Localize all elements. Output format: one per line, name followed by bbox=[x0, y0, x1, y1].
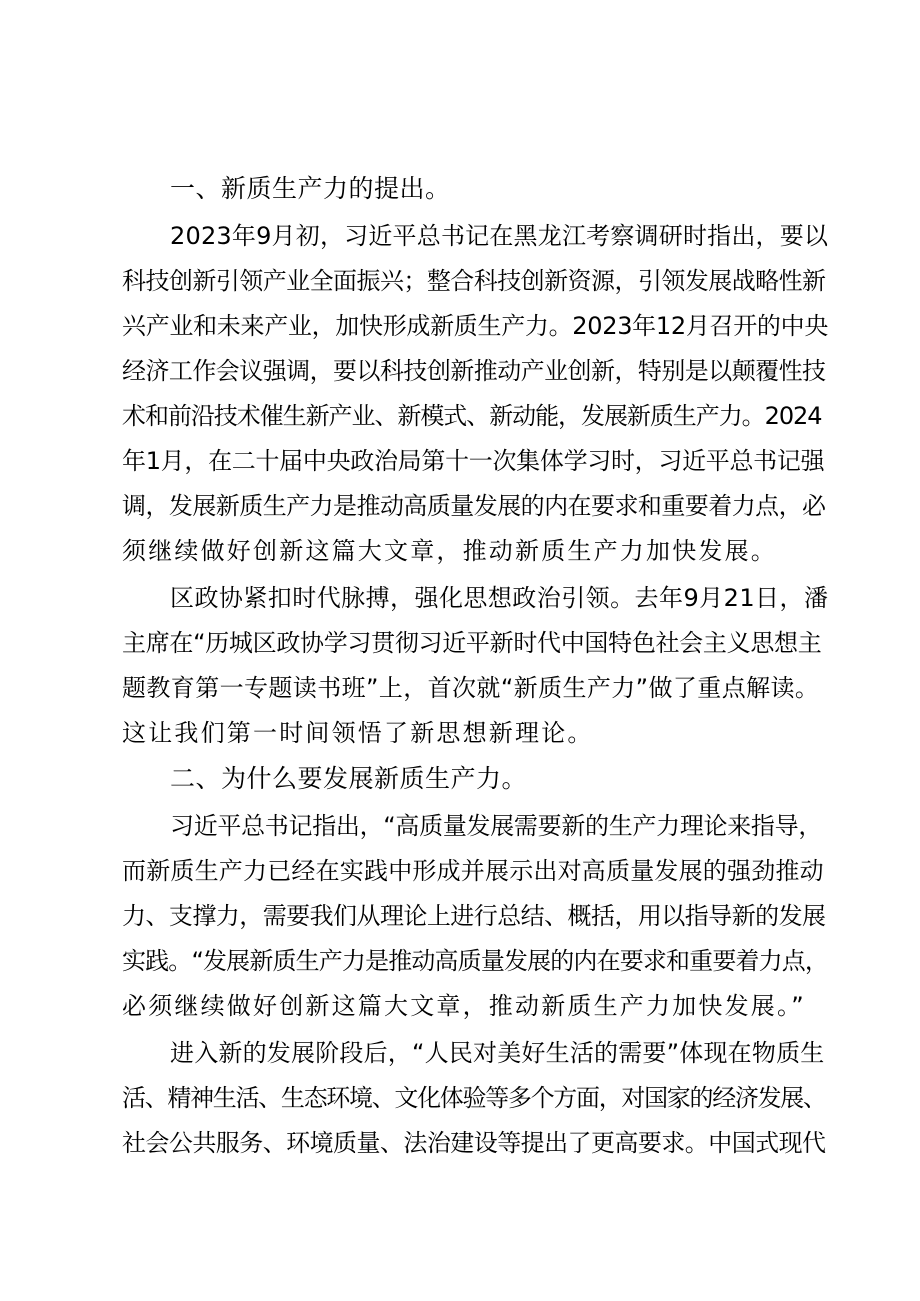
text-line: 调，发展新质生产力是推动高质量发展的内在要求和重要着力点，必 bbox=[122, 492, 826, 520]
text-line: 力、支撑力，需要我们从理论上进行总结、概括，用以指导新的发展 bbox=[122, 902, 826, 930]
paragraph-1 bbox=[122, 214, 828, 574]
text-line: 术和前沿技术催生新产业、新模式、新动能，发展新质生产力。2024 bbox=[122, 402, 822, 430]
text-line: 社会公共服务、环境质量、法治建设等提出了更高要求。中国式现代 bbox=[122, 1129, 826, 1157]
text-line: 须继续做好创新这篇大文章，推动新质生产力加快发展。 bbox=[122, 537, 777, 565]
text-line: 2023年9月初，习近平总书记在黑龙江考察调研时指出，要以 bbox=[170, 222, 829, 250]
paragraph-3 bbox=[122, 804, 828, 1029]
text-line: 进入新的发展阶段后，“人民对美好生活的需要”体现在物质生 bbox=[170, 1039, 825, 1067]
text-line: 科技创新引领产业全面振兴；整合科技创新资源，引领发展战略性新 bbox=[122, 267, 826, 295]
text-line: 习近平总书记指出，“高质量发展需要新的生产力理论来指导， bbox=[170, 812, 823, 840]
text-line: 活、精神生活、生态环境、文化体验等多个方面，对国家的经济发展、 bbox=[122, 1084, 826, 1112]
document-body bbox=[122, 166, 828, 1166]
text-line: 年1月，在二十届中央政治局第十一次集体学习时，习近平总书记强 bbox=[122, 447, 825, 475]
text-line: 这让我们第一时间领悟了新思想新理论。 bbox=[122, 719, 594, 747]
text-line: 而新质生产力已经在实践中形成并展示出对高质量发展的强劲推动 bbox=[122, 857, 824, 885]
text-line: 主席在“历城区政协学习贯彻习近平新时代中国特色社会主义思想主 bbox=[122, 629, 822, 657]
paragraph-4 bbox=[122, 1031, 828, 1166]
section-heading-1: 一、新质生产力的提出。 bbox=[170, 174, 451, 203]
paragraph-2 bbox=[122, 576, 828, 756]
text-line: 题教育第一专题读书班”上，首次就“新质生产力”做了重点解读。 bbox=[122, 674, 820, 702]
text-line: 必须继续做好创新这篇大文章，推动新质生产力加快发展。” bbox=[122, 992, 806, 1020]
text-line: 兴产业和未来产业，加快形成新质生产力。2023年12月召开的中央 bbox=[122, 312, 829, 340]
section-heading-2: 二、为什么要发展新质生产力。 bbox=[170, 764, 528, 793]
text-line: 经济工作会议强调，要以科技创新推动产业创新，特别是以颠覆性技 bbox=[122, 357, 826, 385]
text-line: 实践。“发展新质生产力是推动高质量发展的内在要求和重要着力点， bbox=[122, 947, 829, 975]
text-line: 区政协紧扣时代脉搏，强化思想政治引领。去年9月21日，潘 bbox=[170, 584, 829, 612]
